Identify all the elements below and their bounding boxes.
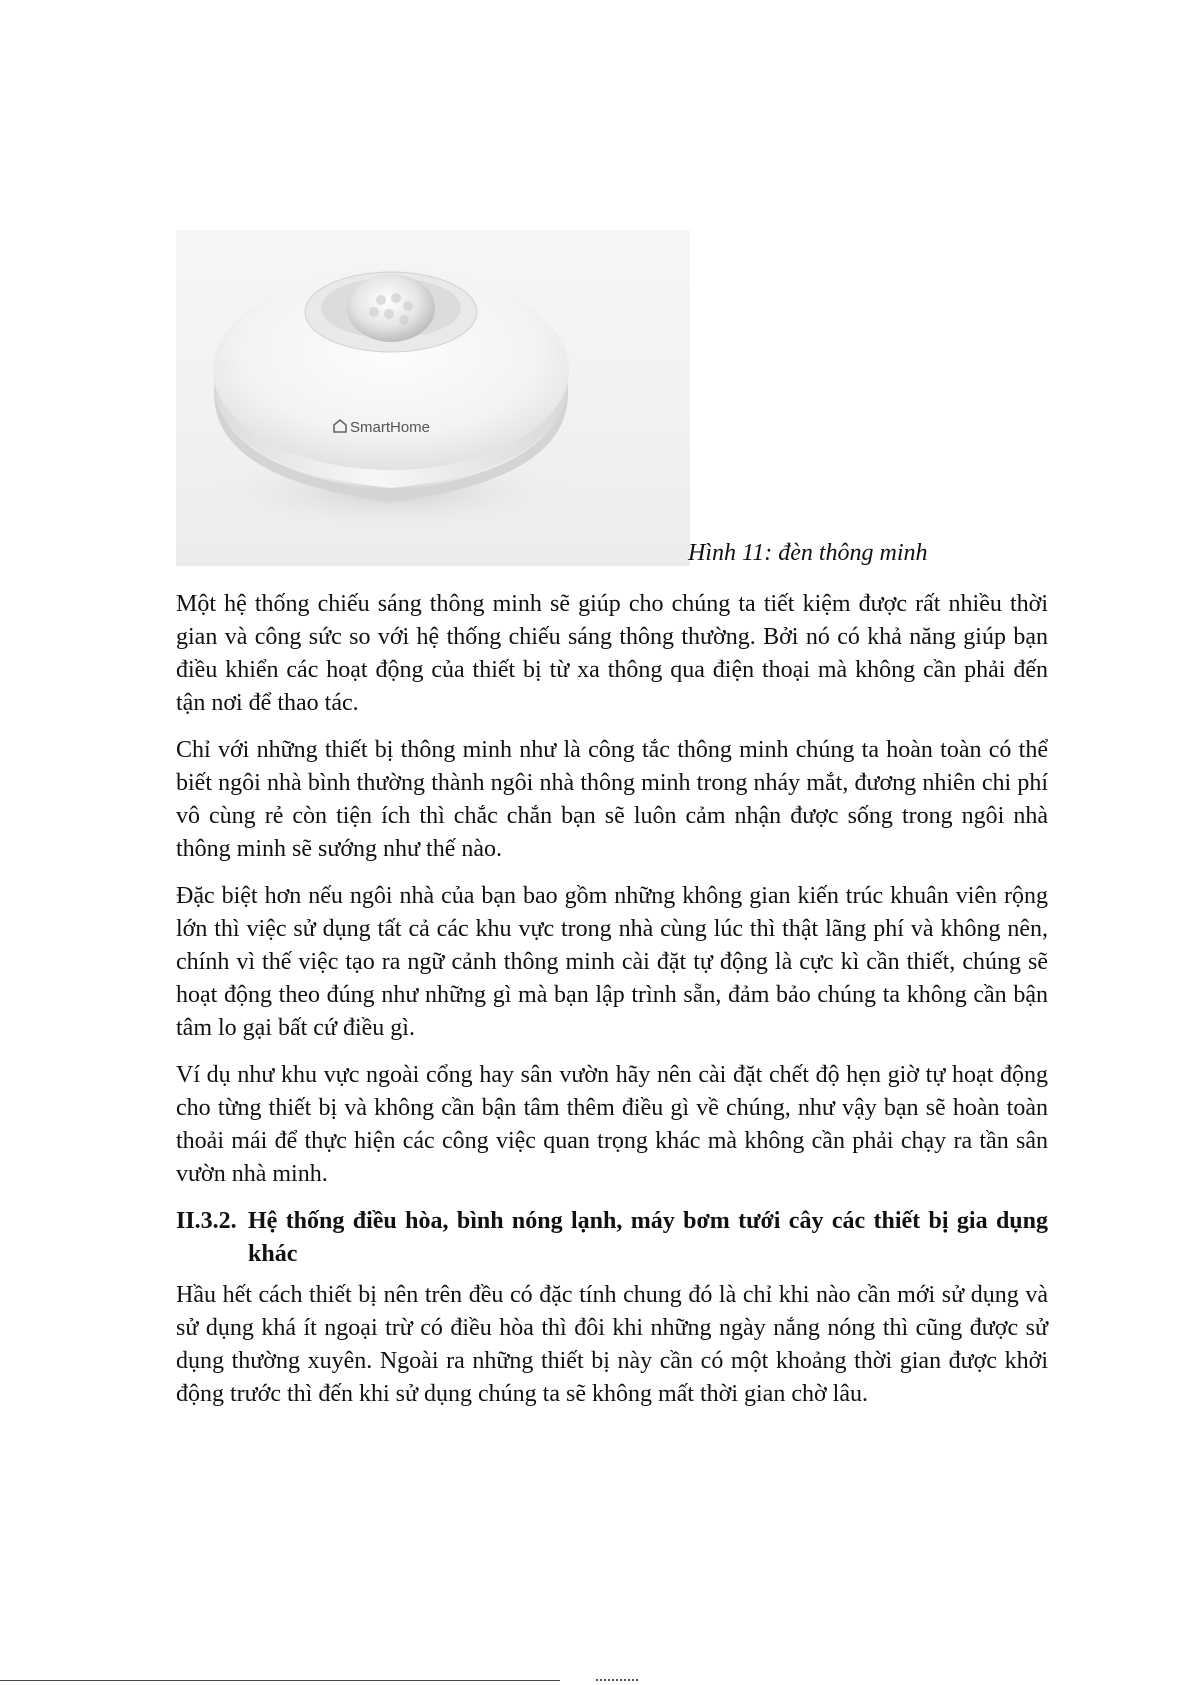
footer-dash <box>596 1679 638 1683</box>
document-body <box>176 588 1048 1411</box>
smart-light-figure <box>176 230 690 566</box>
paragraph: Một hệ thống chiếu sáng thông minh sẽ giúp cho chúng ta tiết kiệm được rất nhiều thời gian và công sức so với hệ thống chiếu sáng thông thường. Bởi nó có khả năng giúp bạn điều khiển các hoạt động của thiết bị từ xa thông qua điện thoại mà không cần phải đến tận nơi để thao tác. <box>176 591 1048 716</box>
figure-caption: Hình 11: đèn thông minh <box>688 540 928 566</box>
section-number: II.3.2. <box>176 1208 237 1234</box>
smart-light-image <box>176 230 690 566</box>
section-heading <box>176 1205 1048 1271</box>
paragraph: Chỉ với những thiết bị thông minh như là công tắc thông minh chúng ta hoàn toàn có thể biết ngôi nhà bình thường thành ngôi nhà thông minh trong nháy mắt, đương nhiên chi phí vô cùng rẻ còn tiện ích thì chắc chắn bạn sẽ luôn cảm nhận được sống trong ngôi nhà thông minh sẽ sướng như thế nào. <box>176 737 1048 862</box>
paragraph: Ví dụ như khu vực ngoài cổng hay sân vườn hãy nên cài đặt chết độ hẹn giờ tự hoạt động cho từng thiết bị và không cần bận tâm thêm điều gì về chúng, như vậy bạn sẽ hoàn toàn thoải mái để thực hiện các công việc quan trọng khác mà không cần phải chạy ra tần sân vườn nhà minh. <box>176 1062 1048 1187</box>
paragraph: Đặc biệt hơn nếu ngôi nhà của bạn bao gồm những không gian kiến trúc khuân viên rộng lớn thì việc sử dụng tất cả các khu vực trong nhà cùng lúc thì thật lãng phí và không nên, chính vì thế việc tạo ra ngữ cảnh thông minh cài đặt tự động là cực kì cần thiết, chúng sẽ hoạt động theo đúng như những gì mà bạn lập trình sẵn, đảm bảo chúng ta không cần bận tâm lo gại bất cứ điều gì. <box>176 883 1048 1041</box>
paragraph: Hầu hết cách thiết bị nên trên đều có đặc tính chung đó là chỉ khi nào cần mới sử dụng và sử dụng khá ít ngoại trừ có điều hòa thì đôi khi những ngày nắng nóng thì cũng được sử dụng thường xuyên. Ngoài ra những thiết bị này cần có một khoảng thời gian được khởi động trước thì đến khi sử dụng chúng ta sẽ không mất thời gian chờ lâu. <box>176 1282 1048 1407</box>
section-title: Hệ thống điều hòa, bình nóng lạnh, máy bơm tưới cây các thiết bị gia dụng khác <box>248 1208 1048 1267</box>
svg-text:SmartHome: SmartHome <box>350 419 431 436</box>
footer-rule <box>0 1680 560 1683</box>
